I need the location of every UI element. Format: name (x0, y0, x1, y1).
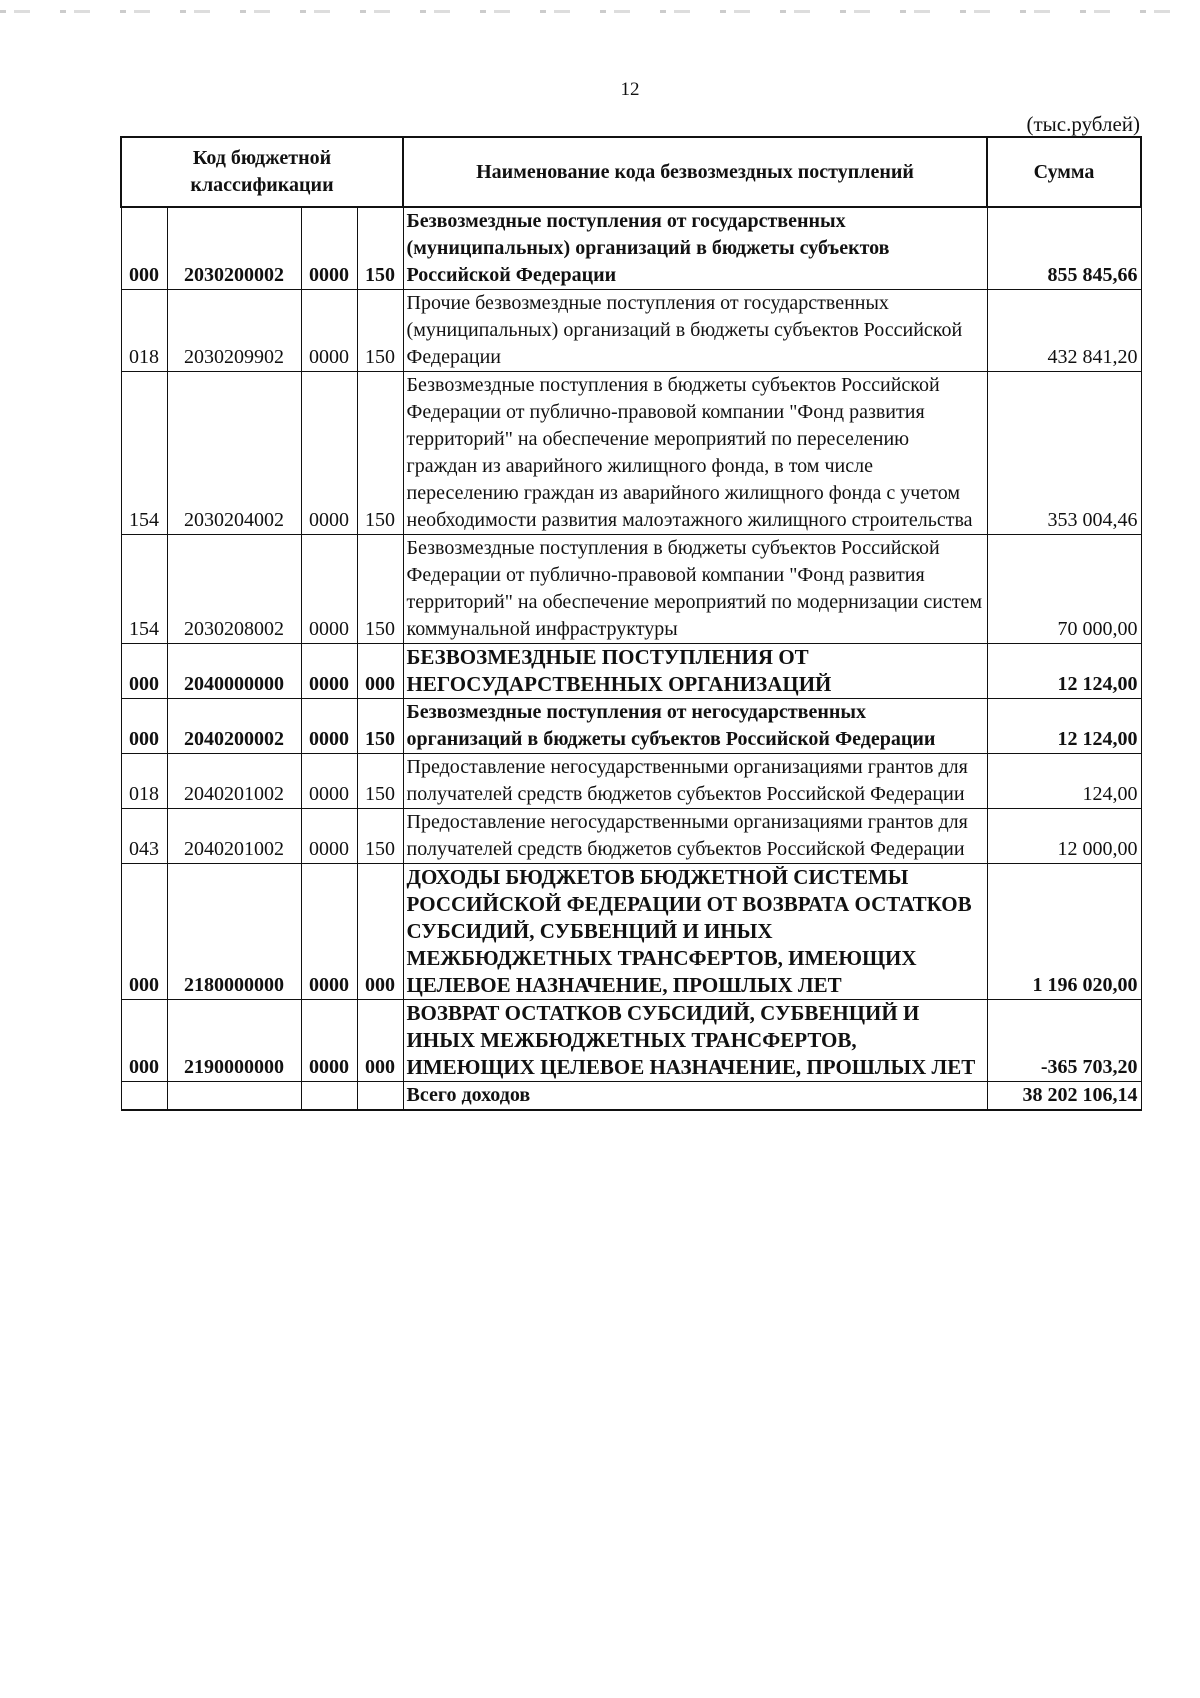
table-row (121, 809, 1141, 864)
code-admin: 154 (121, 372, 167, 535)
row-sum: 353 004,46 (987, 372, 1141, 535)
code-program: 0000 (301, 644, 357, 699)
scan-artifact-line (0, 10, 1200, 13)
page-number: 12 (620, 79, 640, 100)
row-sum: 12 124,00 (987, 644, 1141, 699)
code-admin: 154 (121, 535, 167, 644)
total-empty-4 (357, 1082, 403, 1111)
header-name: Наименование кода безвозмездных поступлений (403, 137, 987, 207)
code-admin: 000 (121, 864, 167, 1000)
code-program: 0000 (301, 372, 357, 535)
code-econ: 150 (357, 207, 403, 290)
code-econ: 000 (357, 644, 403, 699)
code-admin: 018 (121, 290, 167, 372)
code-econ: 150 (357, 699, 403, 754)
code-program: 0000 (301, 207, 357, 290)
code-admin: 043 (121, 809, 167, 864)
table-row (121, 535, 1141, 644)
table-row (121, 644, 1141, 699)
code-admin: 000 (121, 207, 167, 290)
row-name: ВОЗВРАТ ОСТАТКОВ СУБСИДИЙ, СУБВЕНЦИЙ И ИНЫХ МЕЖБЮДЖЕТНЫХ ТРАНСФЕРТОВ, ИМЕЮЩИХ ЦЕЛЕВОЕ НАЗНАЧЕНИЕ, ПРОШЛЫХ ЛЕТ (403, 1000, 987, 1082)
table-row (121, 372, 1141, 535)
code-kind: 2190000000 (167, 1000, 301, 1082)
code-kind: 2040201002 (167, 754, 301, 809)
header-code: Код бюджетной классификации (121, 137, 403, 207)
row-sum: 70 000,00 (987, 535, 1141, 644)
code-kind: 2040000000 (167, 644, 301, 699)
row-name: Предоставление негосударственными организациями грантов для получателей средств бюджетов субъектов Российской Федерации (403, 809, 987, 864)
code-econ: 150 (357, 754, 403, 809)
code-program: 0000 (301, 1000, 357, 1082)
total-empty-3 (301, 1082, 357, 1111)
row-name: ДОХОДЫ БЮДЖЕТОВ БЮДЖЕТНОЙ СИСТЕМЫ РОССИЙСКОЙ ФЕДЕРАЦИИ ОТ ВОЗВРАТА ОСТАТКОВ СУБСИДИЙ, СУБВЕНЦИЙ И ИНЫХ МЕЖБЮДЖЕТНЫХ ТРАНСФЕРТОВ, ИМЕЮЩИХ ЦЕЛЕВОЕ НАЗНАЧЕНИЕ, ПРОШЛЫХ ЛЕТ (403, 864, 987, 1000)
row-sum: 124,00 (987, 754, 1141, 809)
code-admin: 000 (121, 644, 167, 699)
code-econ: 000 (357, 864, 403, 1000)
table-row (121, 864, 1141, 1000)
header-sum: Сумма (987, 137, 1141, 207)
code-kind: 2030208002 (167, 535, 301, 644)
row-name: БЕЗВОЗМЕЗДНЫЕ ПОСТУПЛЕНИЯ ОТ НЕГОСУДАРСТВЕННЫХ ОРГАНИЗАЦИЙ (403, 644, 987, 699)
row-sum: -365 703,20 (987, 1000, 1141, 1082)
table-row (121, 699, 1141, 754)
total-label: Всего доходов (403, 1082, 987, 1111)
row-name: Безвозмездные поступления от государственных (муниципальных) организаций в бюджеты субъектов Российской Федерации (403, 207, 987, 290)
revenue-table (120, 136, 1142, 1111)
row-sum: 432 841,20 (987, 290, 1141, 372)
row-sum: 12 124,00 (987, 699, 1141, 754)
code-program: 0000 (301, 754, 357, 809)
row-sum: 12 000,00 (987, 809, 1141, 864)
row-sum: 1 196 020,00 (987, 864, 1141, 1000)
code-econ: 150 (357, 535, 403, 644)
total-empty-2 (167, 1082, 301, 1111)
code-kind: 2040200002 (167, 699, 301, 754)
code-program: 0000 (301, 864, 357, 1000)
code-admin: 000 (121, 1000, 167, 1082)
code-econ: 000 (357, 1000, 403, 1082)
total-empty-1 (121, 1082, 167, 1111)
code-program: 0000 (301, 535, 357, 644)
total-row (121, 1082, 1141, 1111)
units-label: (тыс.рублей) (1026, 112, 1140, 136)
row-name: Безвозмездные поступления в бюджеты субъектов Российской Федерации от публично-правовой компании "Фонд развития территорий" на обеспечение мероприятий по переселению граждан из аварийного жилищного фонда, в том числе переселению граждан из аварийного жилищного фонда с учетом необходимости развития малоэтажного жилищного строительства (403, 372, 987, 535)
table-header-row (121, 137, 1141, 207)
table-body (121, 207, 1141, 1082)
code-kind: 2180000000 (167, 864, 301, 1000)
code-program: 0000 (301, 809, 357, 864)
table-row (121, 754, 1141, 809)
row-sum: 855 845,66 (987, 207, 1141, 290)
code-econ: 150 (357, 372, 403, 535)
code-admin: 018 (121, 754, 167, 809)
code-econ: 150 (357, 809, 403, 864)
code-econ: 150 (357, 290, 403, 372)
row-name: Безвозмездные поступления от негосударственных организаций в бюджеты субъектов Российской Федерации (403, 699, 987, 754)
code-kind: 2030200002 (167, 207, 301, 290)
code-kind: 2030204002 (167, 372, 301, 535)
code-program: 0000 (301, 699, 357, 754)
row-name: Безвозмездные поступления в бюджеты субъектов Российской Федерации от публично-правовой компании "Фонд развития территорий" на обеспечение мероприятий по модернизации систем коммунальной инфраструктуры (403, 535, 987, 644)
row-name: Предоставление негосударственными организациями грантов для получателей средств бюджетов субъектов Российской Федерации (403, 754, 987, 809)
code-program: 0000 (301, 290, 357, 372)
row-name: Прочие безвозмездные поступления от государственных (муниципальных) организаций в бюджеты субъектов Российской Федерации (403, 290, 987, 372)
total-sum: 38 202 106,14 (987, 1082, 1141, 1111)
table-row (121, 1000, 1141, 1082)
code-kind: 2040201002 (167, 809, 301, 864)
table-row (121, 207, 1141, 290)
code-kind: 2030209902 (167, 290, 301, 372)
table-row (121, 290, 1141, 372)
code-admin: 000 (121, 699, 167, 754)
